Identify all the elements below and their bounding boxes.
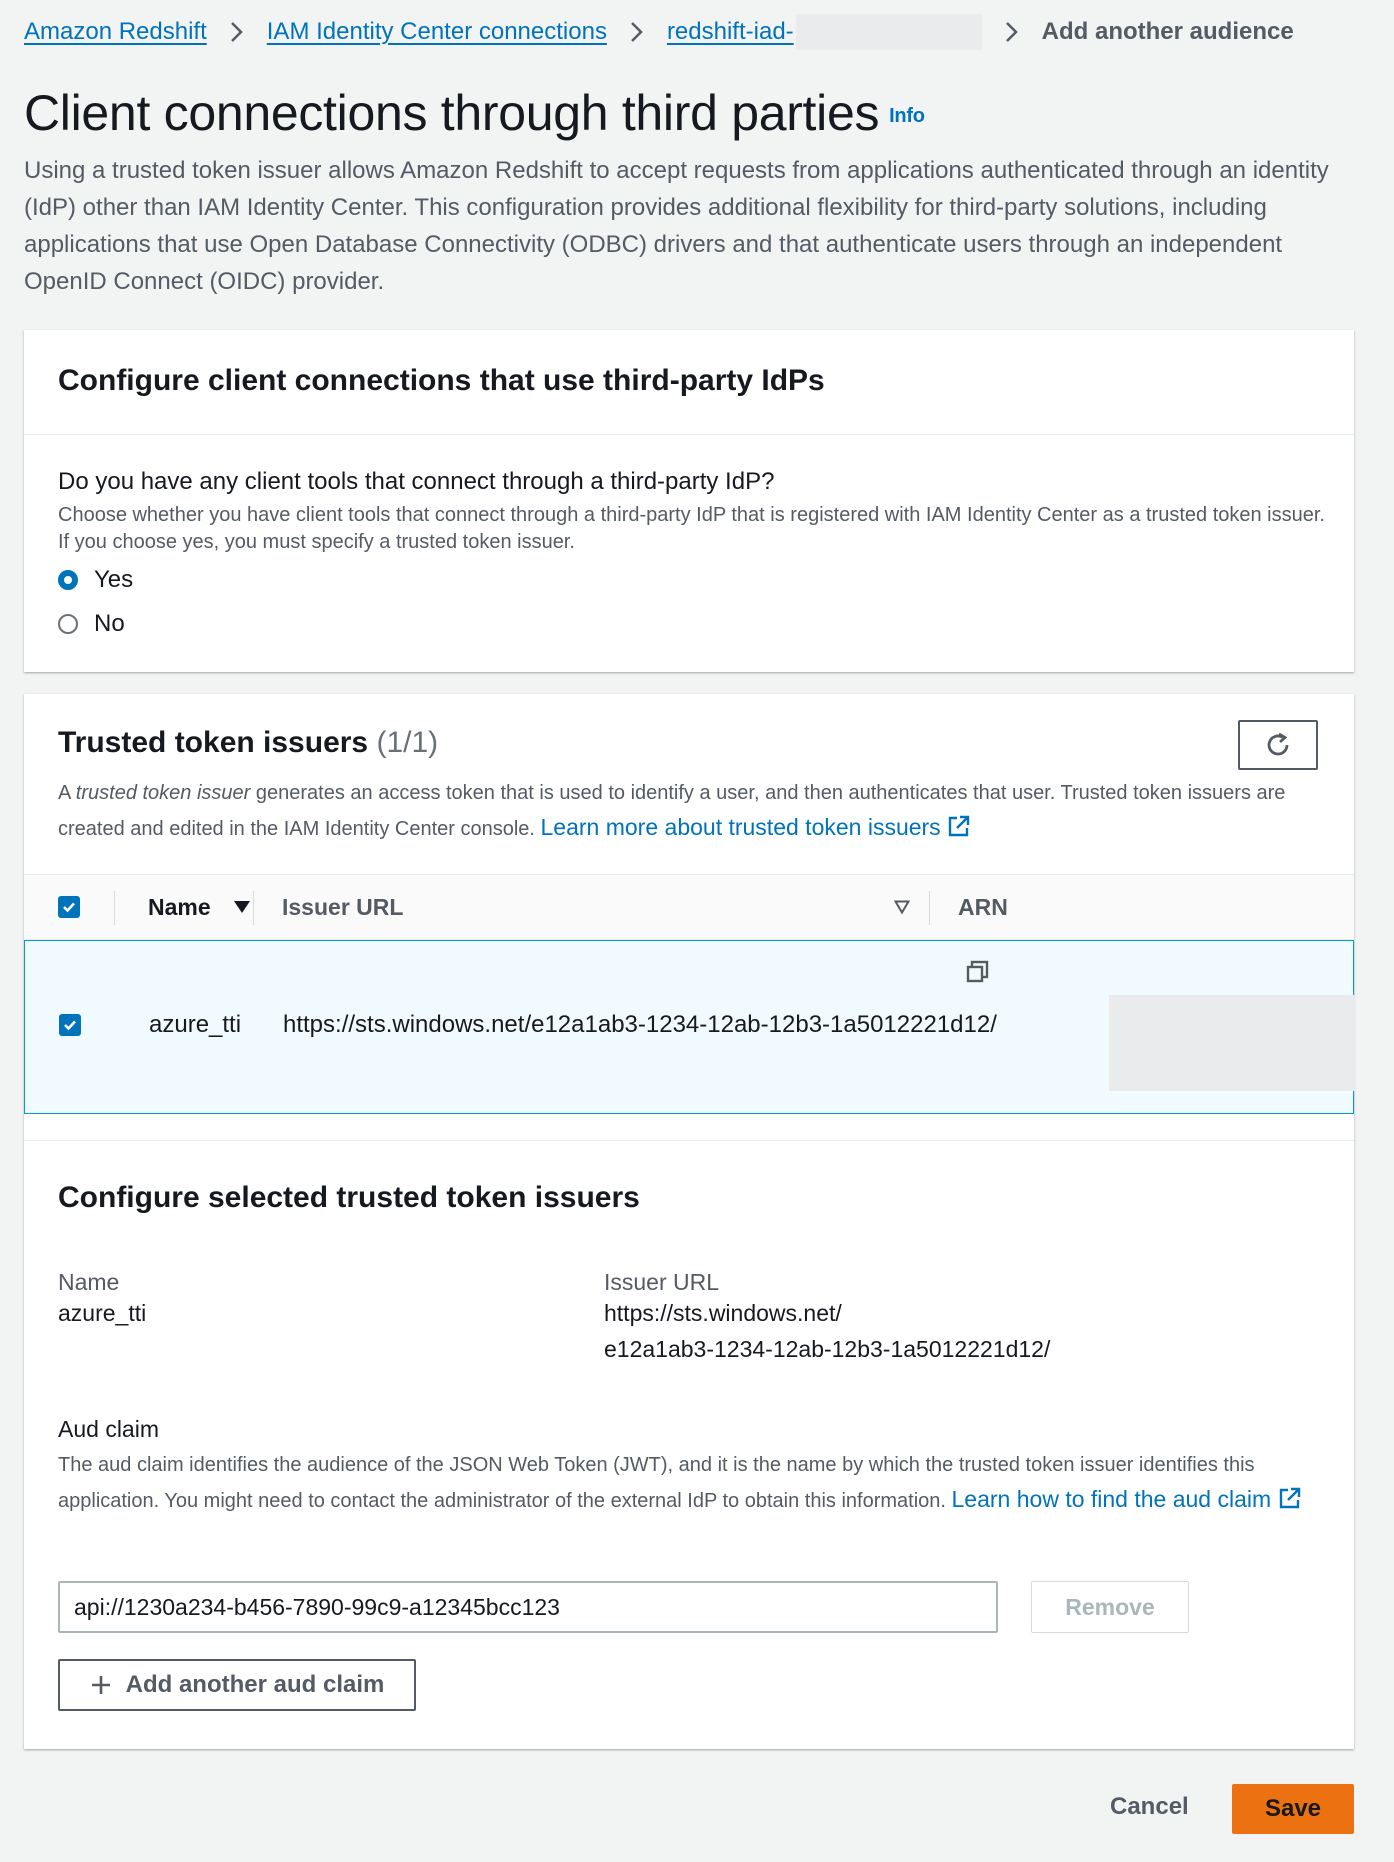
radio-yes-label: Yes: [94, 566, 134, 593]
redacted-arn: [1109, 995, 1355, 1091]
name-value: azure_tti: [58, 1300, 147, 1326]
panel-title-text: Trusted token issuers: [58, 726, 369, 759]
add-aud-claim-label: Add another aud claim: [125, 1671, 385, 1698]
chevron-right-icon: [996, 16, 1028, 48]
column-name-label: Name: [148, 893, 211, 920]
cancel-button[interactable]: Cancel: [1088, 1782, 1211, 1832]
column-divider: [929, 891, 930, 925]
breadcrumb-current: Add another audience: [1041, 18, 1294, 45]
copy-icon[interactable]: [965, 959, 991, 985]
select-all-checkbox[interactable]: [58, 875, 80, 939]
issuer-url-cell: https://sts.windows.net/e12a1ab3-1234-12ab-12b3-1a5012221d12/: [283, 1011, 997, 1038]
desc-prefix: A: [58, 782, 76, 804]
column-issuer-label: Issuer URL: [282, 893, 404, 920]
question-label: Do you have any client tools that connect through a third-party IdP?: [58, 468, 775, 495]
table-row[interactable]: [24, 940, 1354, 1114]
configure-selected-section: [24, 1140, 1354, 1750]
radio-yes[interactable]: [58, 566, 133, 594]
learn-more-link[interactable]: [541, 814, 972, 840]
breadcrumb-link-amazon-redshift[interactable]: Amazon Redshift: [24, 18, 207, 45]
panel-title: Configure client connections that use third-party IdPs: [58, 364, 825, 397]
save-button[interactable]: Save: [1232, 1784, 1354, 1834]
panel-header: [24, 330, 1354, 435]
desc-rest: generates an access token that is used to identify a user, and then authenticates that user. Trusted token issuers are created and edited in the IAM Identity Center console.: [58, 782, 1286, 840]
breadcrumb-link-cluster[interactable]: redshift-iad-: [666, 18, 794, 45]
issuer-url-label: Issuer URL: [604, 1269, 720, 1295]
column-divider: [253, 891, 254, 925]
row-checkbox-checked-icon[interactable]: [59, 1014, 81, 1036]
refresh-icon: [1263, 730, 1293, 760]
chevron-right-icon: [621, 16, 653, 48]
breadcrumb: [24, 14, 1294, 50]
page-title-text: Client connections through third parties: [24, 85, 880, 141]
radio-no-label: No: [94, 610, 125, 637]
learn-more-text[interactable]: Learn more about trusted token issuers: [540, 814, 941, 840]
sort-icon[interactable]: [894, 899, 910, 915]
aud-learn-link[interactable]: [952, 1486, 1302, 1512]
radio-unselected-icon[interactable]: [58, 614, 78, 634]
sort-descending-icon[interactable]: [233, 900, 251, 914]
aud-claim-input[interactable]: [58, 1581, 998, 1633]
issuer-name-cell: azure_tti: [149, 1011, 242, 1038]
section-title: Configure selected trusted token issuers: [58, 1181, 640, 1214]
trusted-token-issuers-panel: [24, 694, 1354, 1749]
info-link[interactable]: Info: [889, 105, 925, 128]
page-description: Using a trusted token issuer allows Amazon Redshift to accept requests from applications authenticated through an identity (IdP) other than IAM Identity Center. This configuration provides additional flexibility for third-party solutions, including applications that use Open Database Connectivity (ODBC) drivers and that authenticate users through an independent OpenID Connect (OIDC) provider.: [24, 157, 1329, 295]
external-link-icon: [947, 814, 971, 838]
panel-title: [58, 726, 438, 760]
redacted-block: [796, 14, 982, 50]
external-link-icon: [1278, 1486, 1302, 1510]
radio-no[interactable]: [58, 610, 125, 638]
aud-claim-label: Aud claim: [58, 1416, 159, 1442]
table-header: [24, 874, 1354, 940]
column-header-arn: [958, 875, 1008, 939]
radio-selected-icon[interactable]: [58, 570, 78, 590]
column-arn-label: ARN: [958, 893, 1008, 920]
remove-button[interactable]: Remove: [1031, 1581, 1189, 1633]
issuer-url-value-line2: e12a1ab3-1234-12ab-12b3-1a5012221d12/: [604, 1336, 1051, 1362]
aud-claim-description: [58, 1448, 1328, 1518]
aud-learn-text[interactable]: Learn how to find the aud claim: [951, 1486, 1272, 1512]
issuers-description: [58, 776, 1338, 846]
refresh-button[interactable]: [1238, 720, 1318, 770]
column-divider: [114, 891, 115, 925]
column-header-name[interactable]: [148, 875, 251, 939]
add-aud-claim-button[interactable]: [58, 1659, 416, 1711]
name-label: Name: [58, 1269, 120, 1295]
chevron-right-icon: [221, 16, 253, 48]
desc-italic: trusted token issuer: [75, 782, 251, 804]
checkbox-checked-icon[interactable]: [58, 896, 80, 918]
question-description: Choose whether you have client tools that connect through a third-party IdP that is registered with IAM Identity Center as a trusted token issuer. If you choose yes, you must specify a trusted token issuer.: [58, 504, 1325, 553]
issuer-url-value-line1: https://sts.windows.net/: [604, 1300, 842, 1326]
column-header-issuer-url[interactable]: [282, 875, 403, 939]
plus-icon: [90, 1674, 112, 1696]
aud-desc-text: The aud claim identifies the audience of the JSON Web Token (JWT), and it is the name by which the trusted token issuer identifies this application. You might need to contact the administrator of the external IdP to obtain this information.: [58, 1454, 1255, 1512]
breadcrumb-link-iam-identity-center[interactable]: IAM Identity Center connections: [266, 18, 607, 45]
page-title: [24, 84, 925, 142]
issuer-count: (1/1): [376, 726, 439, 759]
client-connections-panel: [24, 330, 1354, 672]
